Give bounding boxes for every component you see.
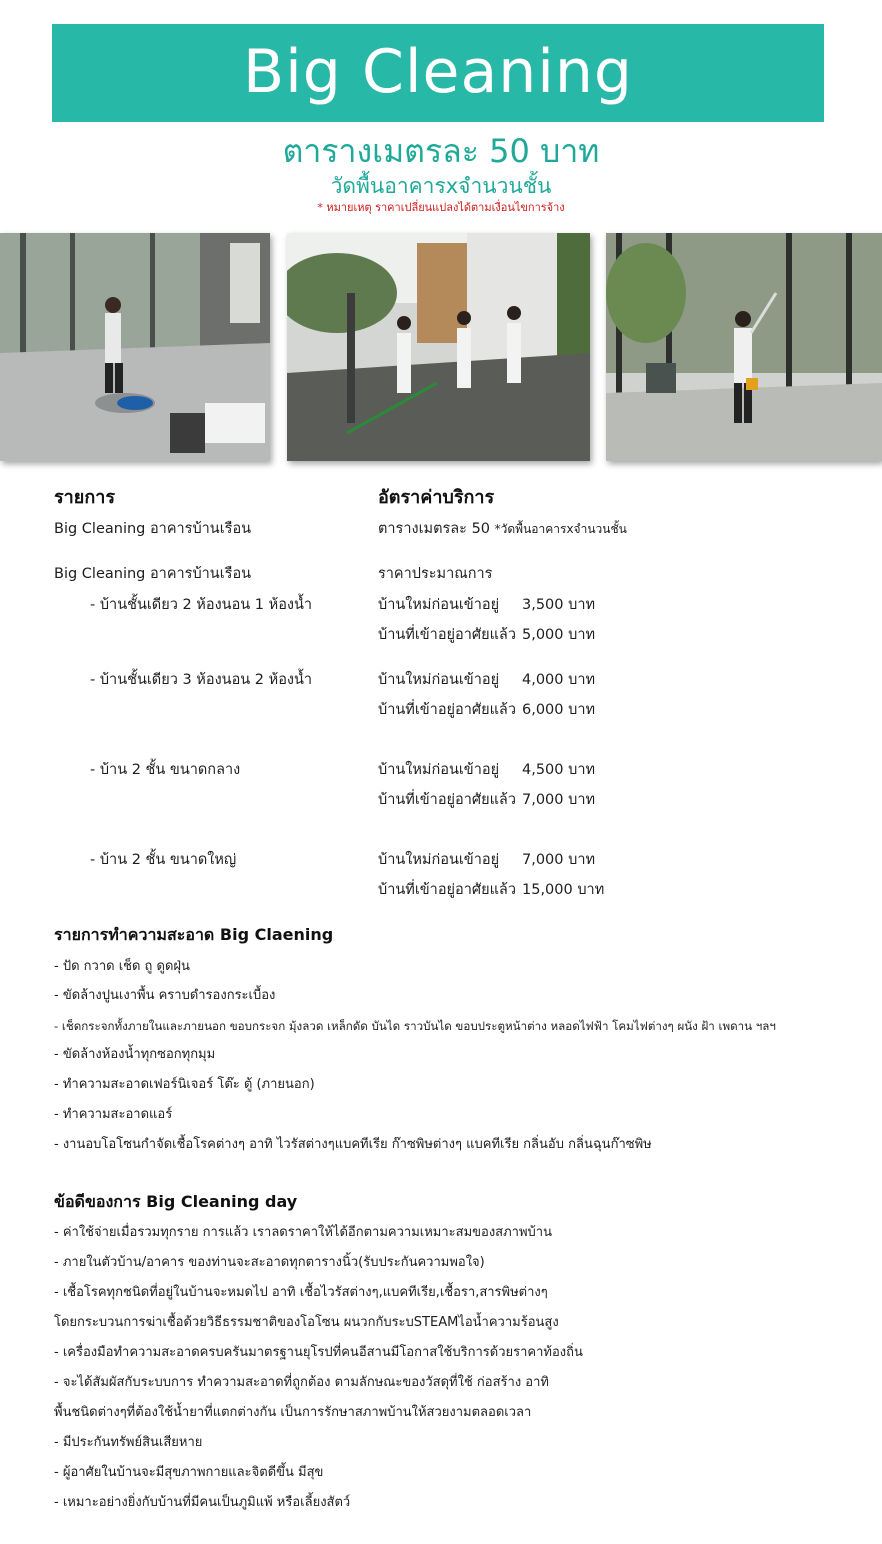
benefit-item: - จะได้สัมผัสกับระบบการ ทำความสะอาดที่ถูกต้อง ตามลักษณะของวัสดุที่ใช้ ก่อสร้าง อาทิ <box>54 1375 549 1390</box>
tasks-heading: รายการทำความสะอาด Big Claening <box>54 925 334 944</box>
outdoor-walkway-washing-photo <box>287 233 590 461</box>
house-type: - บ้าน 2 ชั้น ขนาดกลาง <box>90 762 241 778</box>
house-type: - บ้าน 2 ชั้น ขนาดใหญ่ <box>90 852 237 868</box>
benefit-item: - ค่าใช้จ่ายเมื่อรวมทุกราย การแล้ว เราลดราคาให้ได้อีกตามความเหมาะสมของสภาพบ้าน <box>54 1225 552 1240</box>
house-type: - บ้านชั้นเดียว 2 ห้องนอน 1 ห้องน้ำ <box>90 597 313 613</box>
new-house-price: 4,500 บาท <box>522 762 596 778</box>
task-item: - ขัดล้างห้องน้ำทุกซอกทุกมุม <box>54 1047 216 1062</box>
lived-house-price: 15,000 บาท <box>522 882 605 898</box>
intro-rate-text: ตารางเมตรละ 50 <box>378 521 491 537</box>
new-house-price: 7,000 บาท <box>522 852 596 868</box>
intro-rate-note: *วัดพื้นอาคารxจำนวนชั้น <box>494 522 627 536</box>
new-house-label: บ้านใหม่ก่อนเข้าอยู่ <box>378 852 500 868</box>
intro-rate <box>378 519 627 539</box>
task-item: - ขัดล้างปูนเงาพื้น คราบดำรองกระเบื้อง <box>54 988 276 1003</box>
lobby-floor-polishing-photo <box>0 233 270 461</box>
benefit-item: โดยกระบวนการฆ่าเชื้อด้วยวิธีธรรมชาติของโอโซน ผนวกกับระบSTEAMไอน้ำความร้อนสูง <box>54 1315 559 1330</box>
lived-house-price: 6,000 บาท <box>522 702 596 718</box>
new-house-price: 4,000 บาท <box>522 672 596 688</box>
price-headline: ตารางเมตรละ 50 บาท <box>282 132 600 170</box>
new-house-label: บ้านใหม่ก่อนเข้าอยู่ <box>378 672 500 688</box>
benefit-item: - ภายในตัวบ้าน/อาคาร ของท่านจะสะอาดทุกตารางนิ้ว(รับประกันความพอใจ) <box>54 1255 485 1270</box>
glass-wall-cleaning-photo <box>606 233 882 461</box>
price-note: * หมายเหตุ ราคาเปลี่ยนแปลงได้ตามเงื่อนไขการจ้าง <box>317 201 565 214</box>
task-item: - ทำความสะอาดแอร์ <box>54 1107 173 1122</box>
task-item: - ปัด กวาด เช็ด ถู ดูดฝุ่น <box>54 959 190 974</box>
lived-house-label: บ้านที่เข้าอยู่อาศัยแล้ว <box>378 792 516 808</box>
benefit-item: - มีประกันทรัพย์สินเสียหาย <box>54 1435 203 1450</box>
section-item: Big Cleaning อาคารบ้านเรือน <box>54 566 252 582</box>
lived-house-label: บ้านที่เข้าอยู่อาศัยแล้ว <box>378 882 516 898</box>
page-title: Big Cleaning <box>242 37 634 107</box>
rate-column-header: อัตราค่าบริการ <box>378 487 495 508</box>
measure-subtitle: วัดพื้นอาคารxจำนวนชั้น <box>330 174 552 198</box>
lived-house-price: 7,000 บาท <box>522 792 596 808</box>
task-item: - เช็ดกระจกทั้งภายในและภายนอก ขอบกระจก มุ้งลวด เหล็กดัด บันได ราวบันได ขอบประตูหน้าต่าง หลอดไฟฟ้า โคมไฟต่างๆ ผนัง ฝ้า เพดาน ฯลฯ <box>54 1019 776 1033</box>
benefit-item: - เหมาะอย่างยิ่งกับบ้านที่มีคนเป็นภูมิแพ้ หรือเลี้ยงสัตว์ <box>54 1495 351 1510</box>
new-house-label: บ้านใหม่ก่อนเข้าอยู่ <box>378 762 500 778</box>
section-rate: ราคาประมาณการ <box>378 566 493 582</box>
benefit-item: - ผู้อาศัยในบ้านจะมีสุขภาพกายและจิตดีขึ้น มีสุข <box>54 1465 324 1480</box>
lived-house-label: บ้านที่เข้าอยู่อาศัยแล้ว <box>378 627 516 643</box>
new-house-label: บ้านใหม่ก่อนเข้าอยู่ <box>378 597 500 613</box>
items-column-header: รายการ <box>54 487 115 508</box>
benefits-heading: ข้อดีของการ Big Cleaning day <box>54 1192 298 1211</box>
intro-item: Big Cleaning อาคารบ้านเรือน <box>54 521 252 537</box>
new-house-price: 3,500 บาท <box>522 597 596 613</box>
benefit-item: - เชื้อโรคทุกชนิดที่อยู่ในบ้านจะหมดไป อาทิ เชื้อไวรัสต่างๆ,แบคทีเรีย,เชื้อรา,สารพิษต่างๆ <box>54 1285 548 1300</box>
task-item: - งานอบโอโซนกำจัดเชื้อโรคต่างๆ อาทิ ไวรัสต่างๆแบคทีเรีย ก๊าซพิษต่างๆ แบคทีเรีย กลิ่นอับ กลิ่นฉุนก๊าซพิษ <box>54 1137 652 1152</box>
task-item: - ทำความสะอาดเฟอร์นิเจอร์ โต๊ะ ตู้ (ภายนอก) <box>54 1077 315 1092</box>
lived-house-label: บ้านที่เข้าอยู่อาศัยแล้ว <box>378 702 516 718</box>
title-banner <box>52 24 824 122</box>
lived-house-price: 5,000 บาท <box>522 627 596 643</box>
benefit-item: พื้นชนิดต่างๆที่ต้องใช้น้ำยาที่แตกต่างกัน เป็นการรักษาสภาพบ้านให้สวยงามตลอดเวลา <box>54 1405 532 1420</box>
benefit-item: - เครื่องมือทำความสะอาดครบครันมาตรฐานยุโรปที่คนอีสานมีโอกาสใช้บริการด้วยราคาท้องถิ่น <box>54 1345 583 1360</box>
house-type: - บ้านชั้นเดียว 3 ห้องนอน 2 ห้องน้ำ <box>90 672 313 688</box>
